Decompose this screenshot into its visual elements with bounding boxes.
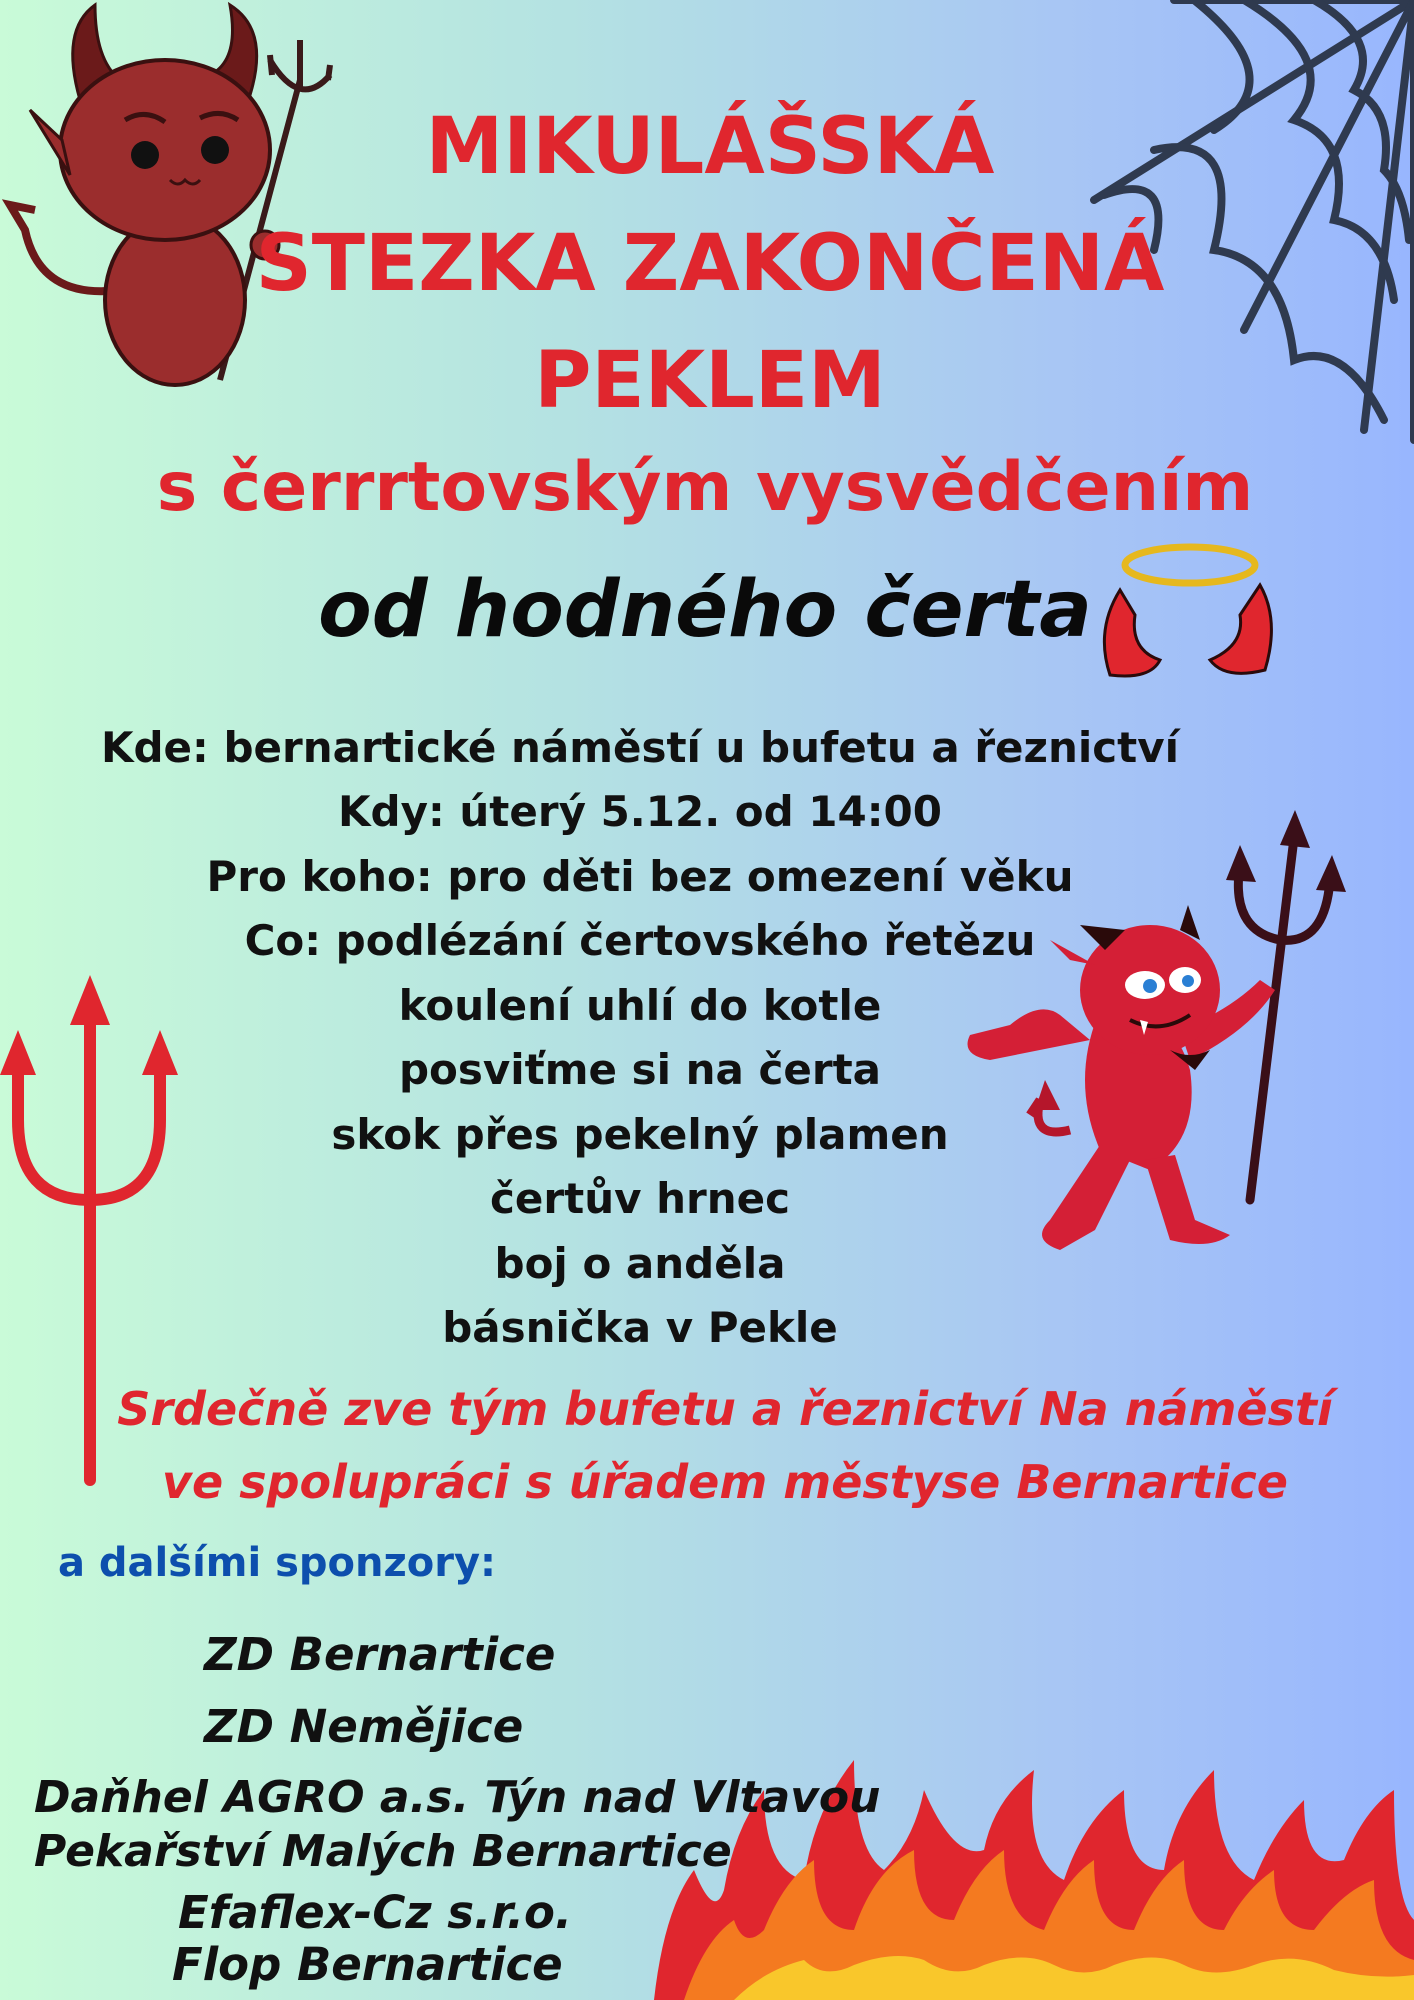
invite-line-1: Srdečně zve tým bufetu a řeznictví Na náměstí [117, 1382, 1333, 1436]
activity-item: skok přes pekelný plamen [331, 1110, 949, 1159]
activity-item: boj o anděla [494, 1239, 786, 1288]
info-what: Co: podlézání čertovského řetězu [244, 916, 1036, 965]
title-line-3: PEKLEM [534, 336, 886, 426]
sponsor-item: Flop Bernartice [172, 1938, 563, 1991]
activity-item: koulení uhlí do kotle [398, 981, 882, 1030]
sponsor-item: Daňhel AGRO a.s. Týn nad Vltavou [34, 1772, 881, 1823]
invite-line-2: ve spolupráci s úřadem městyse Bernartice [162, 1455, 1288, 1509]
halo-horns-icon [1090, 540, 1290, 690]
activity-item: čertův hrnec [490, 1174, 790, 1223]
sponsor-item: ZD Bernartice [204, 1628, 556, 1681]
sponsors-heading: a dalšími sponzory: [58, 1540, 497, 1586]
sponsor-item: Efaflex-Cz s.r.o. [178, 1886, 572, 1939]
title-line-2: STEZKA ZAKONČENÁ [255, 219, 1165, 309]
activity-item: básnička v Pekle [442, 1303, 838, 1352]
title-line-1: MIKULÁŠSKÁ [425, 102, 995, 192]
sponsor-item: Pekařství Malých Bernartice [34, 1826, 732, 1877]
info-for-whom: Pro koho: pro děti bez omezení věku [206, 852, 1074, 901]
devil-with-pitchfork-icon [0, 0, 350, 400]
info-when: Kdy: úterý 5.12. od 14:00 [337, 787, 943, 836]
activity-item: posviťme si na čerta [398, 1045, 882, 1094]
sponsor-item: ZD Nemějice [204, 1700, 524, 1753]
info-where: Kde: bernartické náměstí u bufetu a řeznictví [100, 723, 1180, 772]
subtitle: s čerrrtovským vysvědčením [156, 448, 1254, 527]
subtitle-italic: od hodného čerta [318, 565, 1092, 655]
